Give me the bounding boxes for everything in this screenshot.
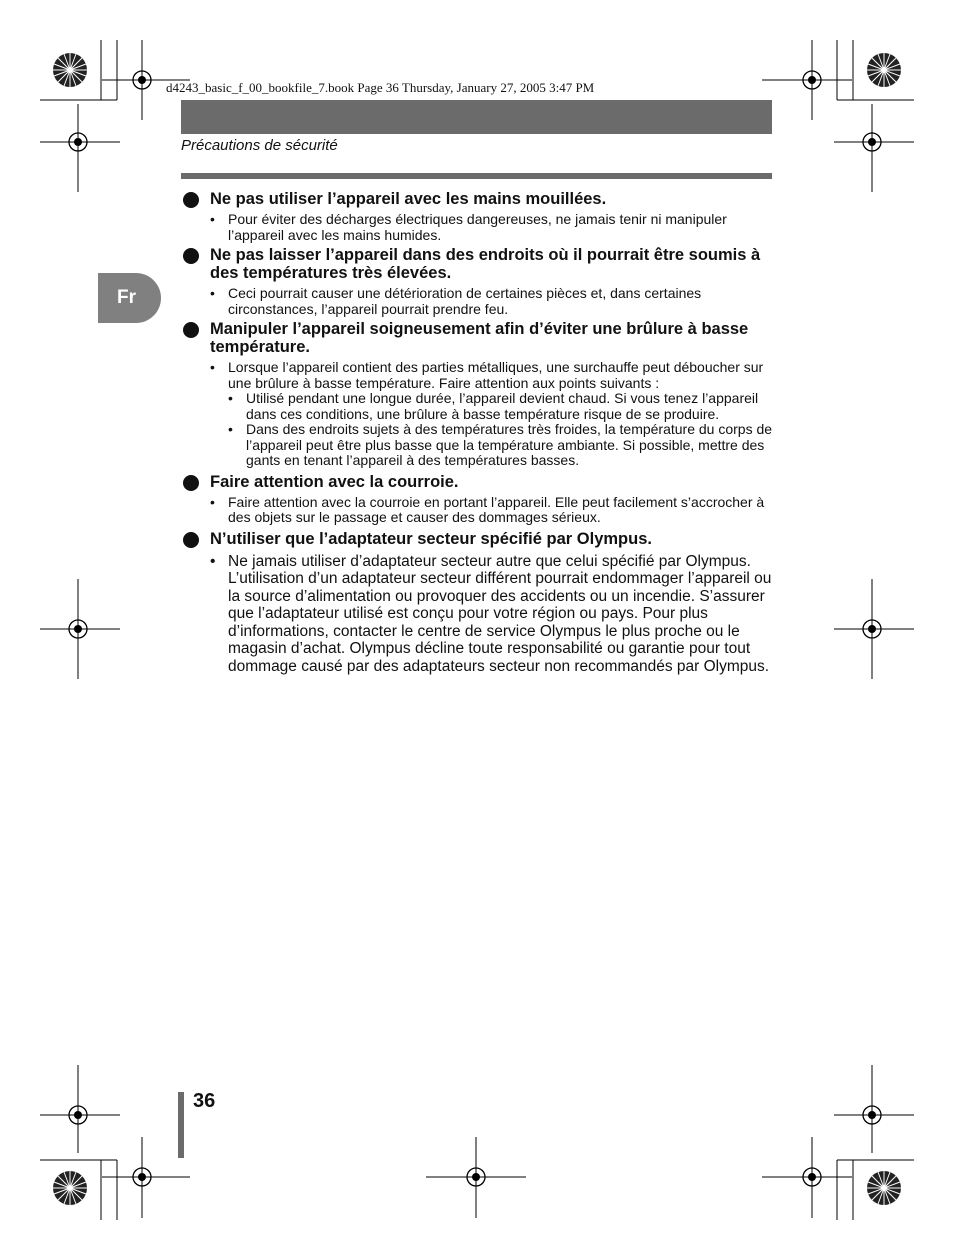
precautions-list: [182, 190, 777, 676]
precaution-heading: Ne pas utiliser l’appareil avec les mains mouillées.: [210, 190, 607, 208]
precaution-heading: Faire attention avec la courroie.: [210, 472, 459, 491]
list-item: • Ceci pourrait causer une détérioration de certaines pièces et, dans certaines circonstances, l’appareil pourrait prendre feu.: [210, 286, 777, 317]
list-item: • Lorsque l’appareil contient des parties métalliques, une surchauffe peut déboucher sur une brûlure à basse température. Faire attention aux points suivants :: [210, 360, 777, 391]
precaution-bullets: [210, 553, 777, 676]
page-number-bar: [178, 1092, 184, 1158]
precaution-item: [182, 320, 777, 469]
precaution-heading: Ne pas laisser l’appareil dans des endroits où il pourrait être soumis à des températures très élevées.: [210, 246, 761, 282]
language-tab-label: Fr: [117, 287, 136, 308]
list-item: • Dans des endroits sujets à des températures très froides, la température du corps de l’appareil peut être plus basse que la température ambiante. Si possible, mettre des gants en tenant l’appareil à des températures basses.: [228, 422, 777, 469]
precaution-bullets: [210, 212, 777, 243]
list-item: • Pour éviter des décharges électriques dangereuses, ne jamais tenir ni manipuler l’appareil avec les mains humides.: [210, 212, 777, 243]
print-header-info: d4243_basic_f_00_bookfile_7.book Page 36 Thursday, January 27, 2005 3:47 PM: [166, 80, 595, 95]
precaution-bullets: [210, 360, 777, 391]
bullet-circle-icon: [183, 322, 199, 338]
list-item: • Utilisé pendant une longue durée, l’appareil devient chaud. Si vous tenez l’appareil dans ces conditions, une brûlure à basse température risque de se produire.: [228, 391, 777, 422]
precaution-item: [182, 530, 777, 676]
list-item: • Ne jamais utiliser d’adaptateur secteur autre que celui spécifié par Olympus. L’utilisation d’un adaptateur secteur différent pourrait endommager l’appareil ou la source d’alimentation ou provoquer des accidents ou un incendie. S’assurer que l’adaptateur utilisé est conçu pour votre région ou pays. Pour plus d’informations, contacter le centre de service Olympus le plus proche ou le magasin d’achat. Olympus décline toute responsabilité ou garantie pour tout dommage causé par des adaptateurs secteur non recommandés par Olympus.: [210, 553, 777, 676]
page-number: 36: [193, 1090, 216, 1112]
language-tab: [98, 273, 161, 323]
precaution-item: [182, 473, 777, 526]
precaution-sub-bullets: [228, 391, 777, 469]
precaution-item: [182, 190, 777, 243]
bullet-circle-icon: [183, 532, 199, 548]
precaution-item: [182, 246, 777, 317]
bullet-circle-icon: [183, 475, 199, 491]
bullet-circle-icon: [183, 192, 199, 208]
precaution-heading: Manipuler l’appareil soigneusement afin d’éviter une brûlure à basse température.: [210, 320, 749, 356]
header-bar: [181, 100, 772, 134]
precaution-bullets: [210, 286, 777, 317]
header-divider: [181, 173, 772, 179]
section-title: Précautions de sécurité: [181, 137, 338, 154]
bullet-circle-icon: [183, 248, 199, 264]
precaution-bullets: [210, 495, 777, 526]
list-item: • Faire attention avec la courroie en portant l’appareil. Elle peut facilement s’accrocher à des objets sur le passage et causer des dommages sérieux.: [210, 495, 777, 526]
precaution-heading: N’utiliser que l’adaptateur secteur spécifié par Olympus.: [210, 529, 652, 548]
